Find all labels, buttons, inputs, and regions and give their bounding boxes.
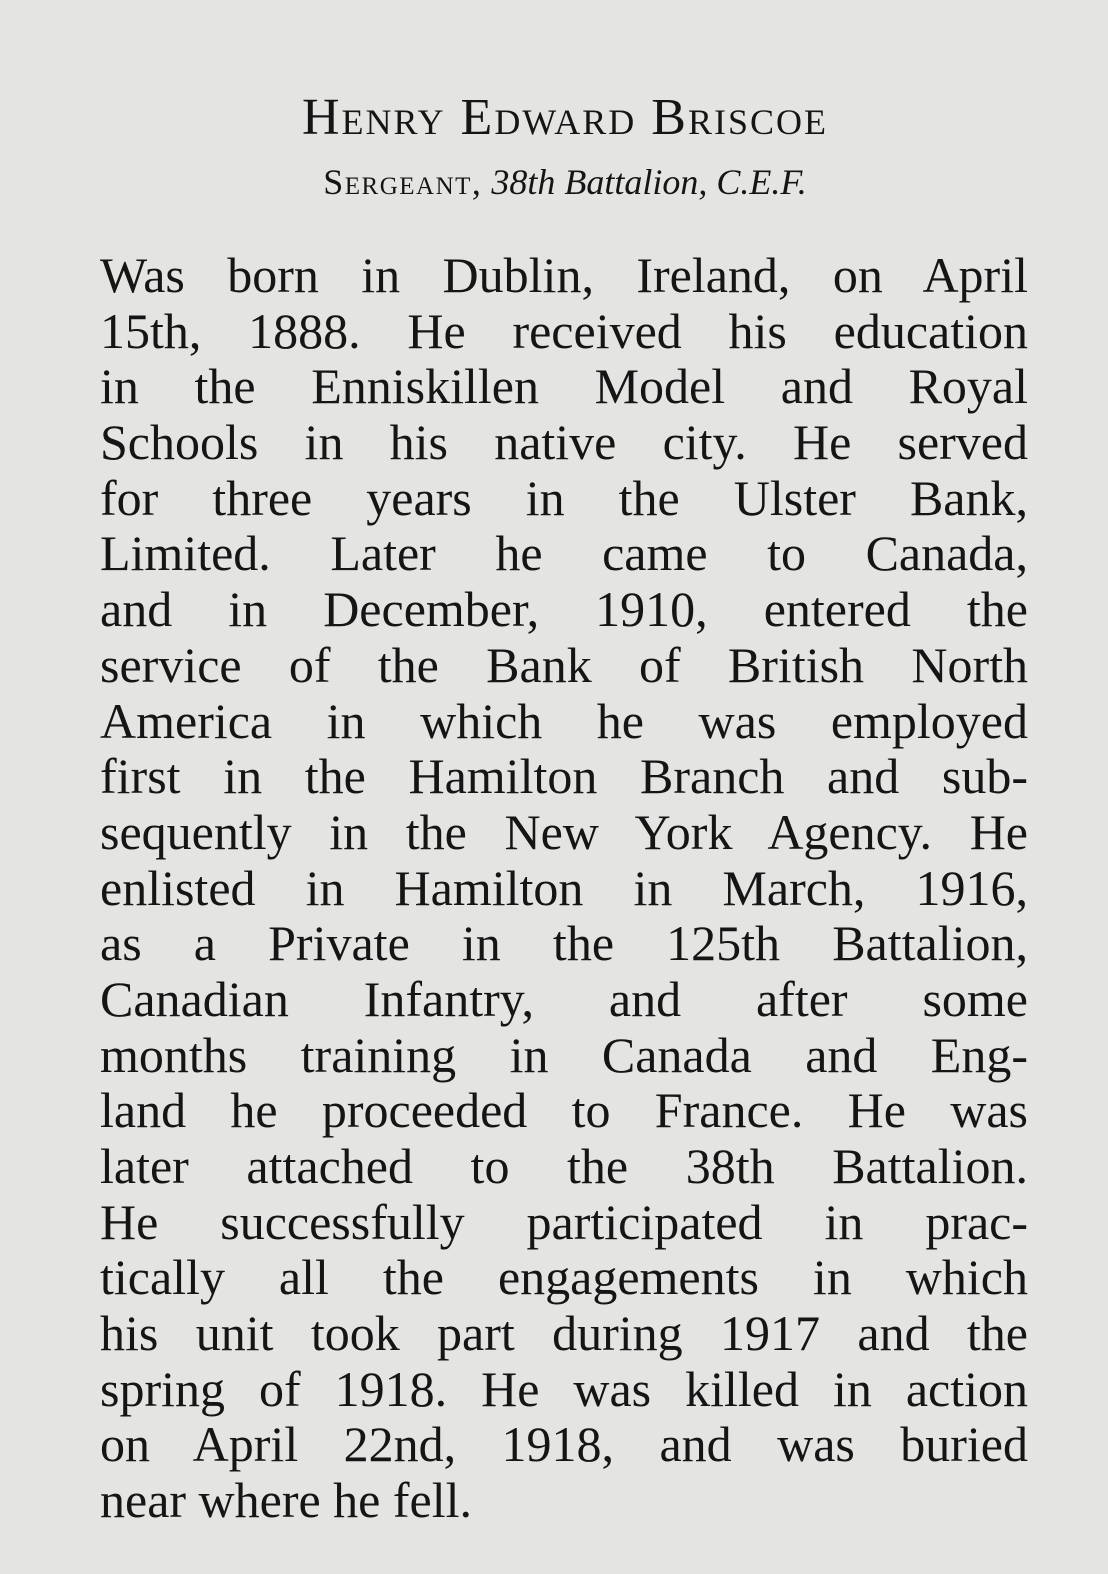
heading-block — [0, 88, 1108, 204]
text-line: 15th, 1888. He received his education — [100, 302, 1028, 359]
text-line: Schools in his native city. He served — [100, 414, 1028, 471]
text-line: near where he fell. — [100, 1472, 472, 1529]
text-line: Canadian Infantry, and after some — [100, 970, 1028, 1027]
text-line: months training in Canada and Eng- — [100, 1026, 1028, 1083]
text-line: and in December, 1910, entered the — [100, 581, 1028, 638]
biography-text — [100, 248, 1028, 1529]
unit: 38th Battalion, C.E.F. — [491, 162, 807, 202]
rank-line — [0, 160, 1108, 204]
text-line: Was born in Dublin, Ireland, on April — [100, 247, 1028, 303]
text-line: enlisted in Hamilton in March, 1916, — [100, 859, 1028, 916]
text-line: for three years in the Ulster Bank, — [100, 469, 1028, 526]
text-line: sequently in the New York Agency. He — [100, 803, 1028, 860]
text-line: later attached to the 38th Battalion. — [100, 1138, 1028, 1194]
text-line: first in the Hamilton Branch and sub- — [100, 748, 1028, 805]
text-line: tically all the engagements in which — [100, 1249, 1028, 1306]
person-name: Henry Edward Briscoe — [301, 89, 829, 146]
text-line: service of the Bank of British North — [100, 636, 1028, 693]
text-line: his unit took part during 1917 and the — [100, 1305, 1028, 1362]
text-line: as a Private in the 125th Battalion, — [100, 915, 1028, 972]
text-line: on April 22nd, 1918, and was buried — [100, 1416, 1028, 1473]
text-line: Limited. Later he came to Canada, — [100, 525, 1028, 582]
text-line: America in which he was employed — [100, 692, 1028, 749]
text-line: He successfully participated in prac- — [100, 1193, 1028, 1250]
text-line: spring of 1918. He was killed in action — [100, 1360, 1028, 1417]
rank: Sergeant, — [323, 162, 483, 202]
text-line: in the Enniskillen Model and Royal — [100, 358, 1028, 415]
text-line: land he proceeded to France. He was — [100, 1082, 1028, 1139]
